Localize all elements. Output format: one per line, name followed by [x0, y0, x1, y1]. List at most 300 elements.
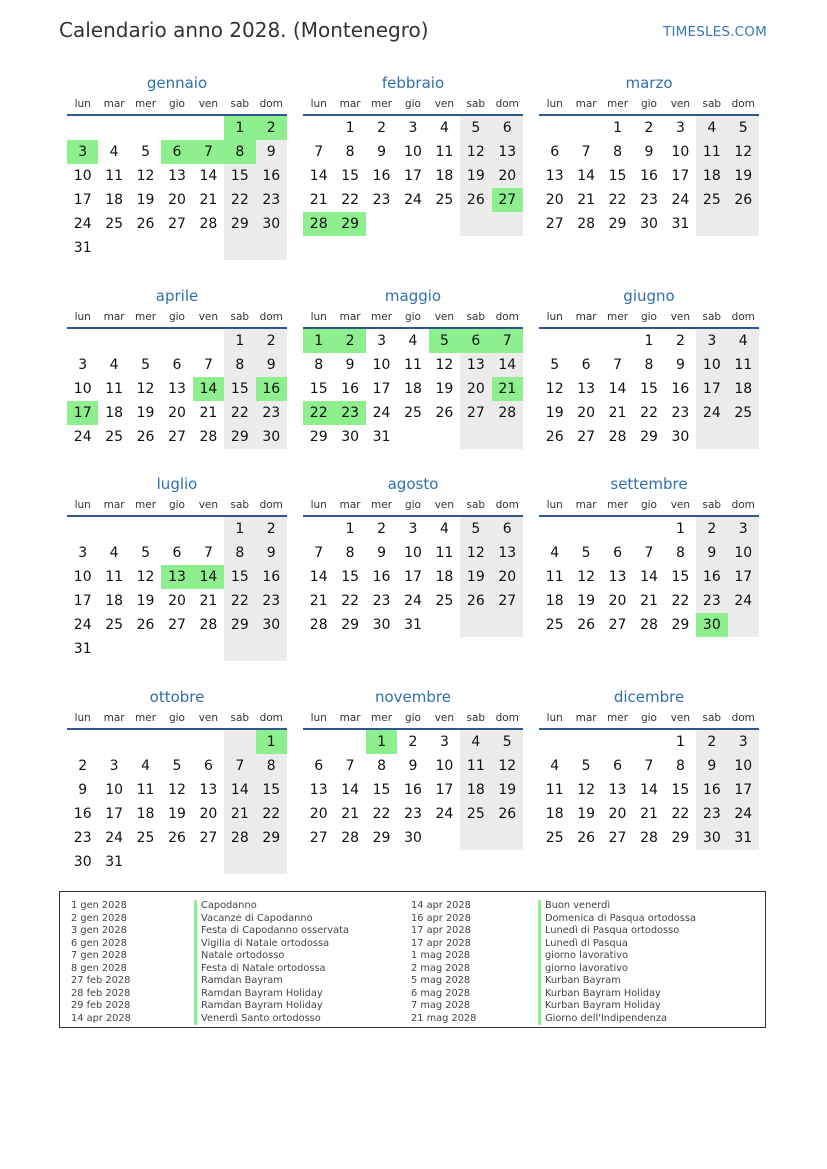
weekday-label: dom — [495, 311, 519, 323]
day-cell: 8 — [613, 144, 623, 160]
empty-cell — [460, 212, 491, 236]
weekday-label: mer — [371, 712, 393, 724]
month-name: settembre — [610, 475, 688, 493]
empty-cell — [303, 116, 334, 140]
day-cell: 13 — [545, 168, 564, 184]
day-cell: 24 — [404, 192, 422, 208]
day-cell: 1 — [675, 521, 685, 537]
holiday-date: 17 apr 2028 — [411, 925, 471, 936]
day-cell: 2 — [408, 734, 418, 750]
day-cell: 16 — [372, 168, 391, 184]
empty-cell — [492, 613, 523, 637]
weekday-label: dom — [731, 712, 755, 724]
weekday-label: sab — [230, 499, 250, 511]
day-cell: 7 — [203, 357, 213, 373]
empty-cell — [696, 212, 727, 236]
weekday-label: mar — [339, 98, 361, 110]
day-cell: 17 — [728, 565, 759, 589]
day-cell: 2 — [256, 517, 287, 541]
weekday-label: sab — [466, 712, 486, 724]
day-cell: 11 — [545, 782, 564, 798]
day-cell: 27 — [577, 429, 596, 445]
day-cell: 4 — [460, 730, 491, 754]
weekday-label: dom — [731, 98, 755, 110]
day-cell: 14 — [193, 565, 224, 589]
weekday-label: dom — [495, 712, 519, 724]
day-cell: 18 — [696, 164, 727, 188]
day-cell: 12 — [435, 357, 454, 373]
day-cell: 30 — [341, 429, 360, 445]
empty-cell — [728, 212, 759, 236]
day-cell: 24 — [435, 806, 454, 822]
empty-cell — [224, 850, 255, 874]
day-cell: 2 — [256, 329, 287, 353]
day-cell: 17 — [73, 593, 92, 609]
empty-cell — [570, 329, 601, 353]
day-cell: 12 — [136, 569, 155, 585]
day-cell: 5 — [728, 116, 759, 140]
holiday-name: Giorno dell'Indipendenza — [538, 1013, 696, 1026]
day-cell: 15 — [309, 381, 328, 397]
day-cell: 7 — [314, 144, 324, 160]
weekday-label: mar — [339, 311, 361, 323]
weekday-label: mer — [371, 499, 393, 511]
weekday-label: sab — [702, 311, 722, 323]
day-cell: 5 — [141, 545, 151, 561]
day-cell: 19 — [728, 164, 759, 188]
day-cell: 4 — [696, 116, 727, 140]
day-cell: 14 — [224, 778, 255, 802]
day-cell: 7 — [613, 357, 623, 373]
day-cell: 9 — [256, 541, 287, 565]
day-cell: 24 — [404, 593, 422, 609]
day-cell: 28 — [224, 826, 255, 850]
day-cell: 24 — [73, 216, 92, 232]
empty-cell — [602, 329, 633, 353]
day-cell: 16 — [696, 778, 727, 802]
weekday-label: mer — [607, 499, 629, 511]
day-cell: 23 — [73, 830, 92, 846]
month-settembre — [539, 473, 759, 637]
day-cell: 31 — [671, 216, 690, 232]
day-cell: 27 — [608, 830, 627, 846]
day-cell: 19 — [168, 806, 186, 822]
day-cell: 21 — [640, 806, 658, 822]
empty-cell — [256, 637, 287, 661]
weekday-label: ven — [198, 311, 219, 323]
day-cell: 12 — [577, 782, 596, 798]
day-cell: 14 — [199, 168, 218, 184]
month-name: luglio — [156, 475, 198, 493]
day-cell: 30 — [372, 617, 391, 633]
day-cell: 2 — [78, 758, 88, 774]
day-cell: 7 — [644, 758, 654, 774]
day-cell: 27 — [492, 589, 523, 613]
day-cell: 29 — [224, 212, 255, 236]
day-cell: 22 — [671, 806, 690, 822]
day-cell: 9 — [696, 541, 727, 565]
day-cell: 11 — [545, 569, 564, 585]
day-cell: 12 — [577, 569, 596, 585]
day-cell: 30 — [73, 854, 92, 870]
day-cell: 8 — [345, 545, 355, 561]
weekday-header — [539, 94, 759, 116]
month-name: gennaio — [146, 74, 208, 92]
day-cell: 29 — [608, 216, 627, 232]
day-cell: 24 — [728, 802, 759, 826]
day-cell: 11 — [728, 353, 759, 377]
weekday-label: gio — [404, 712, 421, 724]
day-cell: 3 — [67, 140, 98, 164]
day-cell: 19 — [492, 778, 523, 802]
holiday-name: Kurban Bayram Holiday — [538, 1000, 696, 1013]
day-cell: 23 — [696, 802, 727, 826]
day-cell: 30 — [256, 613, 287, 637]
day-cell: 26 — [577, 830, 596, 846]
day-cell: 1 — [675, 734, 685, 750]
holiday-name: Vacanze di Capodanno — [194, 913, 349, 926]
day-cell: 16 — [404, 782, 422, 798]
weekday-label: sab — [466, 499, 486, 511]
month-name: novembre — [375, 688, 451, 706]
day-cell: 5 — [581, 758, 591, 774]
weekday-label: mar — [339, 712, 361, 724]
day-cell: 2 — [696, 517, 727, 541]
day-cell: 29 — [256, 826, 287, 850]
day-cell: 11 — [105, 381, 124, 397]
day-cell: 3 — [78, 357, 88, 373]
day-cell: 6 — [492, 116, 523, 140]
day-cell: 14 — [577, 168, 596, 184]
day-cell: 28 — [199, 617, 218, 633]
holiday-name: Ramdan Bayram Holiday — [194, 988, 349, 1001]
holiday-date: 17 apr 2028 — [411, 937, 471, 949]
day-cell: 7 — [644, 545, 654, 561]
day-cell: 10 — [404, 144, 422, 160]
empty-cell — [602, 730, 633, 754]
empty-cell — [602, 517, 633, 541]
day-cell: 1 — [366, 730, 397, 754]
day-cell: 16 — [640, 168, 658, 184]
weekday-label: gio — [168, 499, 185, 511]
day-cell: 27 — [460, 401, 491, 425]
empty-cell — [161, 517, 192, 541]
day-cell: 9 — [408, 758, 418, 774]
day-cell: 19 — [460, 164, 491, 188]
empty-cell — [98, 730, 129, 754]
day-cell: 5 — [172, 758, 182, 774]
day-cell: 6 — [581, 357, 591, 373]
month-name: febbraio — [381, 74, 445, 92]
day-cell: 15 — [341, 168, 360, 184]
day-cell: 22 — [224, 188, 255, 212]
day-cell: 24 — [73, 429, 92, 445]
day-cell: 3 — [439, 734, 449, 750]
day-cell: 4 — [109, 357, 119, 373]
day-cell: 9 — [256, 140, 287, 164]
day-cell: 13 — [460, 353, 491, 377]
day-cell: 21 — [341, 806, 360, 822]
holiday-names-left — [194, 900, 349, 1025]
weekday-header — [539, 708, 759, 730]
holiday-name: giorno lavorativo — [538, 950, 696, 963]
day-grid — [67, 517, 287, 661]
day-cell: 23 — [696, 589, 727, 613]
day-cell: 27 — [492, 188, 523, 212]
day-cell: 17 — [105, 806, 124, 822]
holiday-date: 7 mag 2028 — [411, 1000, 471, 1011]
day-cell: 25 — [545, 617, 564, 633]
day-cell: 25 — [696, 188, 727, 212]
day-cell: 25 — [545, 830, 564, 846]
month-name: maggio — [384, 287, 442, 305]
day-cell: 21 — [577, 192, 596, 208]
day-cell: 14 — [492, 353, 523, 377]
day-cell: 7 — [314, 545, 324, 561]
holiday-date: 3 gen 2028 — [71, 925, 127, 936]
holiday-date: 1 gen 2028 — [71, 900, 127, 911]
weekday-label: lun — [310, 712, 327, 724]
empty-cell — [303, 730, 334, 754]
weekday-label: mer — [135, 499, 157, 511]
day-cell: 23 — [372, 593, 391, 609]
day-cell: 26 — [460, 589, 491, 613]
day-cell: 9 — [345, 357, 355, 373]
weekday-label: dom — [259, 98, 283, 110]
day-cell: 10 — [728, 541, 759, 565]
day-cell: 13 — [577, 381, 596, 397]
day-cell: 15 — [671, 569, 690, 585]
day-cell: 25 — [136, 830, 155, 846]
day-cell: 6 — [492, 517, 523, 541]
day-cell: 22 — [224, 401, 255, 425]
day-cell: 5 — [460, 116, 491, 140]
day-cell: 19 — [577, 806, 596, 822]
day-cell: 3 — [408, 120, 418, 136]
weekday-header — [67, 708, 287, 730]
day-cell: 13 — [608, 569, 627, 585]
day-cell: 23 — [334, 401, 365, 425]
empty-cell — [696, 425, 727, 449]
weekday-label: lun — [546, 98, 563, 110]
day-cell: 9 — [644, 144, 654, 160]
empty-cell — [728, 613, 759, 637]
day-cell: 1 — [256, 730, 287, 754]
page-title: Calendario anno 2028. (Montenegro) — [59, 18, 429, 42]
day-cell: 2 — [256, 116, 287, 140]
empty-cell — [193, 116, 224, 140]
empty-cell — [429, 613, 460, 637]
weekday-label: mar — [575, 712, 597, 724]
day-cell: 10 — [696, 353, 727, 377]
day-cell: 28 — [199, 429, 218, 445]
day-cell: 8 — [644, 357, 654, 373]
weekday-header — [303, 495, 523, 517]
day-grid — [539, 116, 759, 236]
day-cell: 10 — [671, 144, 690, 160]
day-cell: 22 — [341, 192, 360, 208]
weekday-label: dom — [731, 311, 755, 323]
day-grid — [67, 116, 287, 260]
day-cell: 4 — [408, 333, 418, 349]
day-cell: 22 — [303, 401, 334, 425]
weekday-label: lun — [74, 98, 91, 110]
weekday-label: gio — [404, 98, 421, 110]
day-cell: 1 — [345, 120, 355, 136]
empty-cell — [570, 730, 601, 754]
month-name: dicembre — [613, 688, 685, 706]
day-cell: 16 — [696, 565, 727, 589]
holiday-name: Buon venerdì — [538, 900, 696, 913]
weekday-label: dom — [259, 499, 283, 511]
day-cell: 4 — [439, 120, 449, 136]
month-name: marzo — [625, 74, 673, 92]
day-cell: 18 — [435, 168, 454, 184]
day-cell: 16 — [256, 377, 287, 401]
day-cell: 7 — [345, 758, 355, 774]
empty-cell — [193, 730, 224, 754]
holiday-name: Kurban Bayram Holiday — [538, 988, 696, 1001]
day-cell: 15 — [671, 782, 690, 798]
day-cell: 8 — [224, 140, 255, 164]
day-cell: 25 — [728, 401, 759, 425]
day-cell: 17 — [404, 168, 422, 184]
weekday-label: sab — [230, 311, 250, 323]
empty-cell — [256, 236, 287, 260]
empty-cell — [366, 212, 397, 236]
holiday-name: Festa di Natale ortodossa — [194, 963, 349, 976]
empty-cell — [98, 517, 129, 541]
day-cell: 13 — [168, 381, 186, 397]
day-cell: 20 — [168, 405, 186, 421]
day-cell: 29 — [224, 613, 255, 637]
day-cell: 15 — [224, 377, 255, 401]
day-cell: 3 — [728, 730, 759, 754]
weekday-label: lun — [310, 499, 327, 511]
day-cell: 23 — [671, 405, 690, 421]
day-cell: 2 — [696, 730, 727, 754]
day-cell: 9 — [675, 357, 685, 373]
holiday-name: Lunedì di Pasqua — [538, 938, 696, 951]
weekday-label: mar — [103, 311, 125, 323]
day-cell: 22 — [372, 806, 391, 822]
weekday-label: ven — [198, 712, 219, 724]
day-cell: 26 — [168, 830, 186, 846]
day-cell: 6 — [203, 758, 213, 774]
month-agosto — [303, 473, 523, 637]
day-cell: 26 — [136, 617, 155, 633]
day-cell: 20 — [199, 806, 218, 822]
holiday-date: 27 feb 2028 — [71, 975, 131, 986]
day-cell: 23 — [640, 192, 658, 208]
day-cell: 8 — [377, 758, 387, 774]
weekday-label: ven — [198, 98, 219, 110]
empty-cell — [539, 730, 570, 754]
day-cell: 13 — [161, 565, 192, 589]
holiday-date: 6 mag 2028 — [411, 987, 471, 999]
day-cell: 21 — [309, 593, 328, 609]
weekday-header — [67, 94, 287, 116]
day-cell: 18 — [545, 593, 564, 609]
day-cell: 29 — [224, 425, 255, 449]
day-cell: 24 — [372, 405, 391, 421]
empty-cell — [397, 212, 428, 236]
day-cell: 24 — [728, 589, 759, 613]
day-cell: 5 — [492, 730, 523, 754]
day-cell: 12 — [136, 168, 155, 184]
day-cell: 19 — [545, 405, 564, 421]
weekday-label: ven — [434, 98, 455, 110]
day-cell: 6 — [172, 545, 182, 561]
day-cell: 6 — [613, 758, 623, 774]
weekday-label: gio — [640, 499, 657, 511]
day-cell: 11 — [460, 754, 491, 778]
month-aprile — [67, 285, 287, 449]
weekday-header — [303, 307, 523, 329]
day-cell: 11 — [435, 144, 454, 160]
day-cell: 27 — [168, 617, 186, 633]
day-cell: 26 — [728, 188, 759, 212]
weekday-label: sab — [230, 712, 250, 724]
day-cell: 21 — [199, 593, 218, 609]
day-cell: 21 — [199, 405, 218, 421]
day-cell: 13 — [492, 140, 523, 164]
holiday-date: 14 apr 2028 — [411, 900, 471, 911]
weekday-label: gio — [168, 311, 185, 323]
weekday-label: ven — [670, 499, 691, 511]
empty-cell — [161, 329, 192, 353]
day-cell: 25 — [435, 593, 454, 609]
day-cell: 23 — [256, 188, 287, 212]
day-cell: 23 — [256, 401, 287, 425]
empty-cell — [429, 425, 460, 449]
weekday-label: lun — [74, 311, 91, 323]
day-cell: 27 — [168, 216, 186, 232]
day-cell: 20 — [309, 806, 328, 822]
day-cell: 16 — [341, 381, 360, 397]
empty-cell — [161, 116, 192, 140]
empty-cell — [193, 637, 224, 661]
weekday-label: mer — [371, 98, 393, 110]
empty-cell — [492, 212, 523, 236]
empty-cell — [161, 637, 192, 661]
holiday-dates-right — [411, 900, 476, 1025]
day-cell: 1 — [644, 333, 654, 349]
holiday-date: 1 mag 2028 — [411, 950, 471, 961]
day-cell: 5 — [581, 545, 591, 561]
weekday-label: ven — [434, 499, 455, 511]
month-gennaio — [67, 72, 287, 260]
holiday-name: Ramdan Bayram Holiday — [194, 1000, 349, 1013]
weekday-label: gio — [404, 499, 421, 511]
day-cell: 22 — [671, 593, 690, 609]
site-link[interactable]: TIMESLES.COM — [663, 24, 767, 40]
month-maggio — [303, 285, 523, 449]
day-cell: 19 — [136, 192, 155, 208]
day-cell: 3 — [696, 329, 727, 353]
holiday-names-right — [538, 900, 696, 1025]
month-marzo — [539, 72, 759, 236]
day-cell: 15 — [608, 168, 627, 184]
day-cell: 26 — [545, 429, 564, 445]
weekday-label: lun — [546, 712, 563, 724]
day-grid — [303, 517, 523, 637]
day-cell: 17 — [67, 401, 98, 425]
empty-cell — [539, 517, 570, 541]
weekday-label: mer — [135, 712, 157, 724]
day-cell: 22 — [341, 593, 360, 609]
day-cell: 20 — [608, 593, 627, 609]
